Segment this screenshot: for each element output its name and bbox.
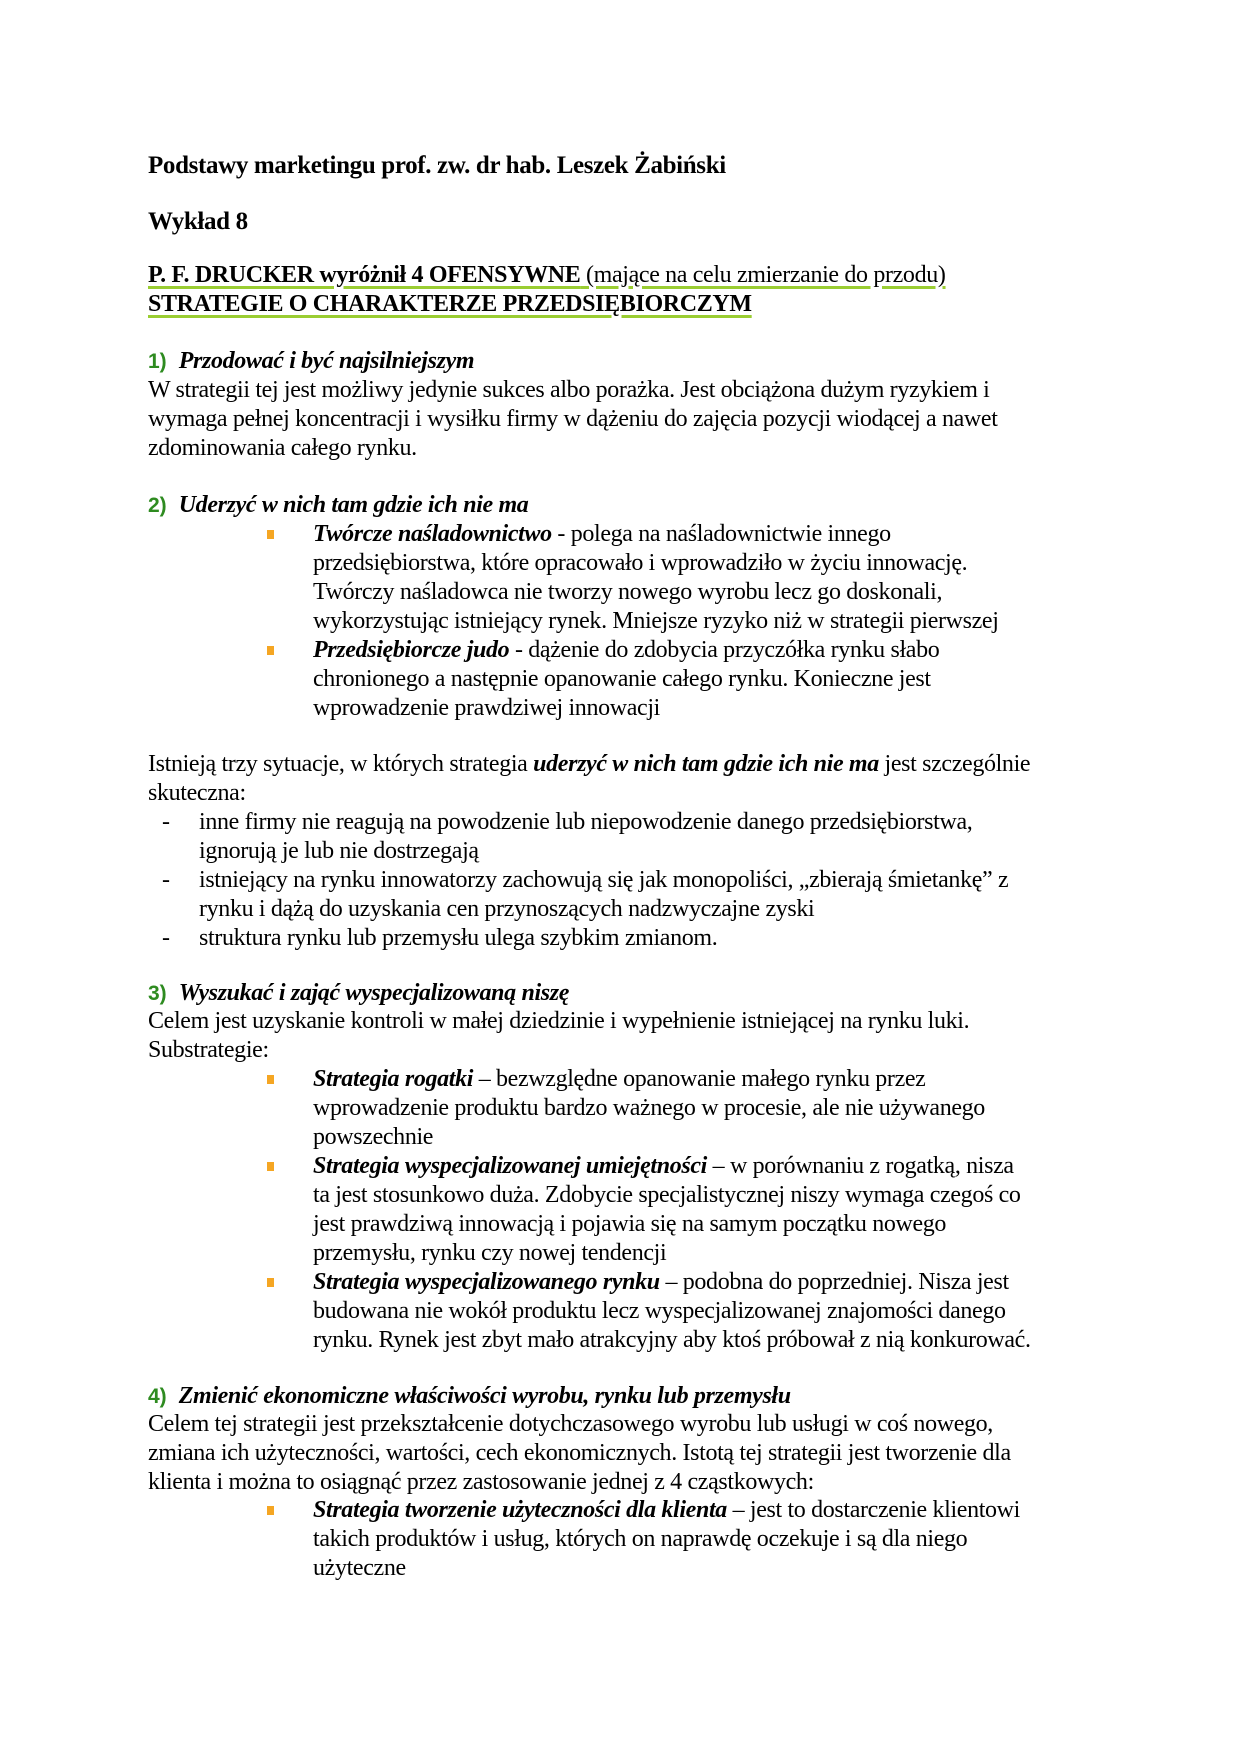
- bullet-icon: [267, 1278, 274, 1287]
- list-item: [313, 1268, 1009, 1297]
- list-item: [313, 1152, 1014, 1181]
- bullet-icon: [267, 1162, 274, 1171]
- list-item-line: przemysłu, rynku czy nowej tendencji: [313, 1240, 667, 1266]
- section-number: 3): [148, 982, 167, 1005]
- section-title: Przodować i być najsilniejszym: [178, 348, 475, 374]
- list-item-line: wprowadzenie produktu bardzo ważnego w procesie, ale nie używanego: [313, 1095, 985, 1121]
- section-title: Uderzyć w nich tam gdzie ich nie ma: [178, 492, 529, 518]
- definition: – jest to dostarczenie klientowi: [726, 1497, 1020, 1523]
- drucker-heading-line1: [148, 261, 946, 290]
- bullet-icon: [267, 1506, 274, 1515]
- list-item: [313, 1496, 1020, 1525]
- section-2-heading: [148, 491, 528, 520]
- list-item-line: budowana nie wokół produktu lecz wyspecjalizowanej znajomości danego: [313, 1298, 1006, 1324]
- drucker-bold: P. F. DRUCKER wyróżnił 4 OFENSYWNE: [148, 262, 581, 288]
- term: Twórcze naśladownictwo: [313, 521, 552, 547]
- text: jest szczególnie: [878, 751, 1031, 777]
- section-number: 2): [148, 494, 167, 517]
- emphasis: uderzyć w nich tam gdzie ich nie ma: [533, 751, 879, 777]
- list-item: [313, 1065, 925, 1094]
- bullet-icon: [267, 646, 274, 655]
- definition: – podobna do poprzedniej. Nisza jest: [659, 1269, 1009, 1295]
- list-item-line: powszechnie: [313, 1124, 434, 1150]
- drucker-line2-text: STRATEGIE O CHARAKTERZE PRZEDSIĘBIORCZYM: [148, 291, 752, 317]
- list-item-line: ta jest stosunkowo duża. Zdobycie specjalistycznej niszy wymaga czegoś co: [313, 1182, 1021, 1208]
- dash-marker: -: [162, 867, 170, 893]
- section-title: Zmienić ekonomiczne właściwości wyrobu, rynku lub przemysłu: [178, 1383, 791, 1409]
- section-3-heading: [148, 979, 569, 1008]
- section-4-heading: [148, 1382, 791, 1411]
- paragraph-line: klienta i można to osiągnąć przez zastosowanie jednej z 4 cząstkowych:: [148, 1469, 814, 1495]
- list-item-line: Twórczy naśladowca nie tworzy nowego wyrobu lecz go doskonali,: [313, 579, 943, 605]
- dash-item-line: istniejący na rynku innowatorzy zachowują się jak monopoliści, „zbierają śmietankę” z: [199, 867, 1009, 893]
- paragraph-line: Substrategie:: [148, 1037, 269, 1063]
- lecture-heading: Wykład 8: [148, 208, 248, 235]
- dash-item-line: ignorują je lub nie dostrzegają: [199, 838, 479, 864]
- dash-item-line: inne firmy nie reagują na powodzenie lub niepowodzenie danego przedsiębiorstwa,: [199, 809, 973, 835]
- drucker-note: (mające na celu zmierzanie do przodu): [580, 262, 946, 288]
- definition: - polega na naśladownictwie innego: [551, 521, 891, 547]
- term: Strategia rogatki: [313, 1066, 474, 1092]
- term: Strategia tworzenie użyteczności dla klienta: [313, 1497, 727, 1523]
- definition: - dążenie do zdobycia przyczółka rynku słabo: [509, 637, 940, 663]
- paragraph-line: Celem jest uzyskanie kontroli w małej dziedzinie i wypełnienie istniejącej na rynku luki.: [148, 1008, 970, 1034]
- document-title: Podstawy marketingu prof. zw. dr hab. Leszek Żabiński: [148, 152, 726, 179]
- list-item-line: takich produktów i usług, których on naprawdę oczekuje i są dla niego: [313, 1526, 968, 1552]
- dash-item-line: struktura rynku lub przemysłu ulega szybkim zmianom.: [199, 925, 718, 951]
- paragraph-line: zdominowania całego rynku.: [148, 435, 417, 461]
- section-number: 4): [148, 1385, 167, 1408]
- list-item-line: wykorzystując istniejący rynek. Mniejsze ryzyko niż w strategii pierwszej: [313, 608, 999, 634]
- list-item: [313, 636, 939, 665]
- list-item-line: przedsiębiorstwa, które opracowało i wprowadziło w życiu innowację.: [313, 550, 968, 576]
- bullet-icon: [267, 530, 274, 539]
- situations-intro: [148, 750, 1030, 779]
- dash-item-line: rynku i dążą do uzyskania cen przynoszących nadzwyczajne zyski: [199, 896, 815, 922]
- list-item: [313, 520, 891, 549]
- paragraph-line: zmiana ich użyteczności, wartości, cech ekonomicznych. Istotą tej strategii jest tworzenie dla: [148, 1440, 1011, 1466]
- term: Strategia wyspecjalizowanego rynku: [313, 1269, 660, 1295]
- dash-marker: -: [162, 809, 170, 835]
- bullet-icon: [267, 1075, 274, 1084]
- situations-intro-end: skuteczna:: [148, 780, 246, 806]
- term: Przedsiębiorcze judo: [313, 637, 510, 663]
- term: Strategia wyspecjalizowanej umiejętności: [313, 1153, 708, 1179]
- list-item-line: jest prawdziwą innowacją i pojawia się na samym początku nowego: [313, 1211, 947, 1237]
- paragraph-line: Celem tej strategii jest przekształcenie dotychczasowego wyrobu lub usługi w coś nowego,: [148, 1411, 993, 1437]
- list-item-line: użyteczne: [313, 1555, 406, 1581]
- list-item-line: wprowadzenie prawdziwej innowacji: [313, 695, 660, 721]
- definition: – bezwzględne opanowanie małego rynku przez: [473, 1066, 926, 1092]
- dash-marker: -: [162, 925, 170, 951]
- list-item-line: rynku. Rynek jest zbyt mało atrakcyjny aby ktoś próbował z nią konkurować.: [313, 1327, 1031, 1353]
- paragraph-line: W strategii tej jest możliwy jedynie sukces albo porażka. Jest obciążona dużym ryzykiem i: [148, 377, 990, 403]
- drucker-heading-line2: [148, 290, 752, 319]
- section-1-heading: [148, 347, 474, 376]
- section-title: Wyszukać i zająć wyspecjalizowaną niszę: [178, 980, 570, 1006]
- text: Istnieją trzy sytuacje, w których strategia: [148, 751, 534, 777]
- definition: – w porównaniu z rogatką, nisza: [707, 1153, 1014, 1179]
- list-item-line: chronionego a następnie opanowanie całego rynku. Konieczne jest: [313, 666, 931, 692]
- section-number: 1): [148, 350, 167, 373]
- paragraph-line: wymaga pełnej koncentracji i wysiłku firmy w dążeniu do zajęcia pozycji wiodącej a nawet: [148, 406, 998, 432]
